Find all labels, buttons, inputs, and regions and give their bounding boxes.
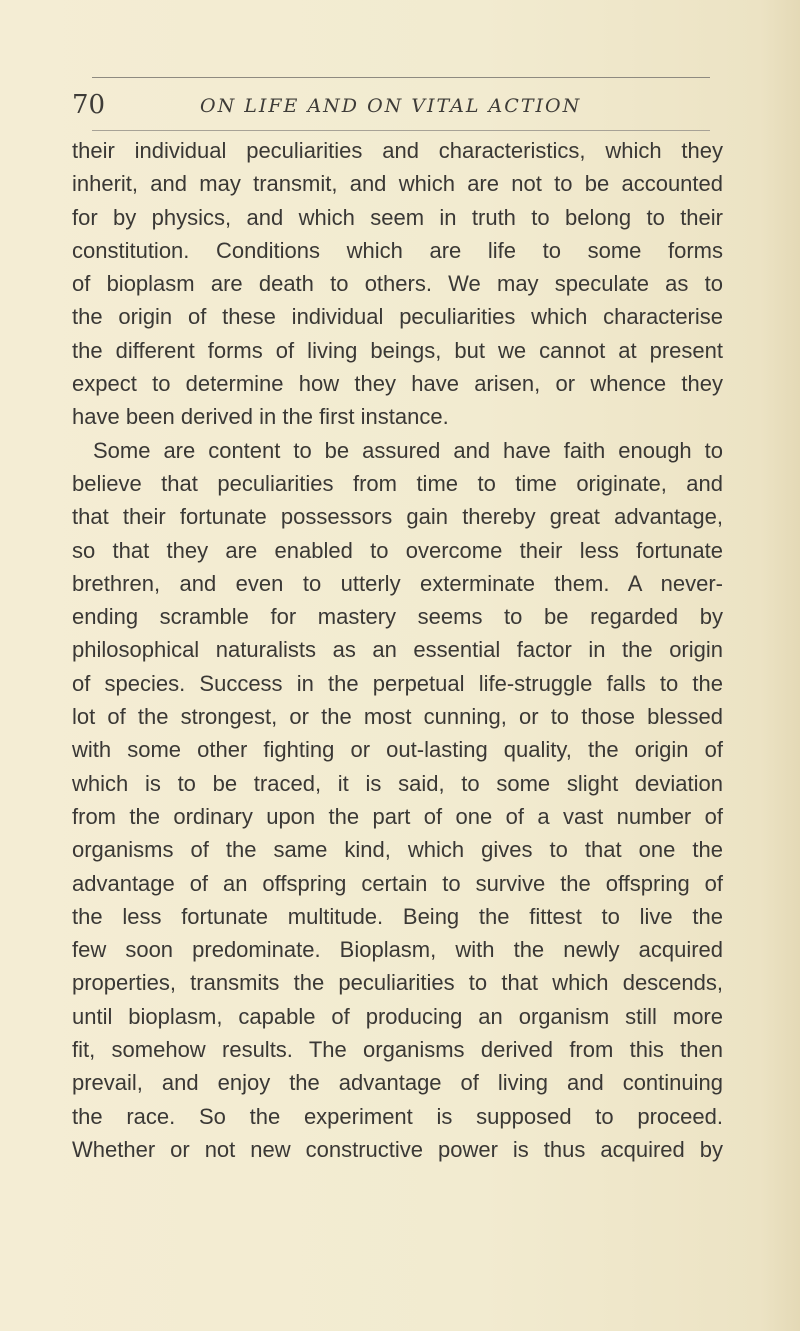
text-line: for by physics, and which seem in truth to belong to their: [72, 204, 723, 230]
text-line: ending scramble for mastery seems to be regarded by: [72, 604, 723, 630]
text-line: prevail, and enjoy the advantage of living and continuing: [72, 1070, 723, 1096]
text-line: from the ordinary upon the part of one of a vast number of: [72, 803, 723, 829]
text-line: philosophical naturalists as an essential factor in the origin: [72, 637, 723, 663]
text-line: the different forms of living beings, but we cannot at present: [72, 337, 723, 363]
text-line: that their fortunate possessors gain thereby great advantage,: [72, 504, 723, 530]
text-line: constitution. Conditions which are life to some forms: [72, 237, 723, 263]
text-line: have been derived in the first instance.: [72, 404, 449, 430]
text-line: their individual peculiarities and characteristics, which they: [72, 138, 723, 163]
text-line: few soon predominate. Bioplasm, with the newly acquired: [72, 937, 723, 963]
text-line: properties, transmits the peculiarities to that which descends,: [72, 970, 723, 996]
text-line: lot of the strongest, or the most cunning, or to those blessed: [72, 704, 723, 730]
body-text: [72, 134, 723, 1166]
text-line: which is to be traced, it is said, to some slight deviation: [72, 770, 723, 796]
text-line: of species. Success in the perpetual life-struggle falls to the: [72, 670, 723, 696]
text-line: brethren, and even to utterly exterminate them. A never-: [72, 570, 723, 596]
text-line: expect to determine how they have arisen, or whence they: [72, 371, 723, 397]
text-line: believe that peculiarities from time to time originate, and: [72, 470, 723, 496]
paragraph-start-line: Some are content to be assured and have faith enough to: [93, 437, 723, 463]
page-number: 70: [72, 90, 106, 120]
header-rule-top: [92, 77, 710, 78]
header-rule-bottom: [92, 130, 710, 131]
text-line: organisms of the same kind, which gives to that one the: [72, 837, 723, 863]
text-line: Whether or not new constructive power is thus acquired by: [72, 1136, 723, 1162]
text-line: so that they are enabled to overcome their less fortunate: [72, 537, 723, 563]
text-line: until bioplasm, capable of producing an organism still more: [72, 1003, 723, 1029]
text-line: fit, somehow results. The organisms derived from this then: [72, 1037, 723, 1063]
text-line: inherit, and may transmit, and which are not to be accounted: [72, 171, 723, 197]
text-line: with some other fighting or out-lasting quality, the origin of: [72, 737, 723, 763]
running-title: ON LIFE AND ON VITAL ACTION: [200, 95, 582, 117]
text-line: of bioplasm are death to others. We may speculate as to: [72, 271, 723, 297]
text-line: advantage of an offspring certain to survive the offspring of: [72, 870, 723, 896]
running-header: [72, 88, 712, 122]
text-line: the race. So the experiment is supposed to proceed.: [72, 1103, 723, 1129]
text-line: the origin of these individual peculiarities which characterise: [72, 304, 723, 330]
text-line: the less fortunate multitude. Being the fittest to live the: [72, 903, 723, 929]
